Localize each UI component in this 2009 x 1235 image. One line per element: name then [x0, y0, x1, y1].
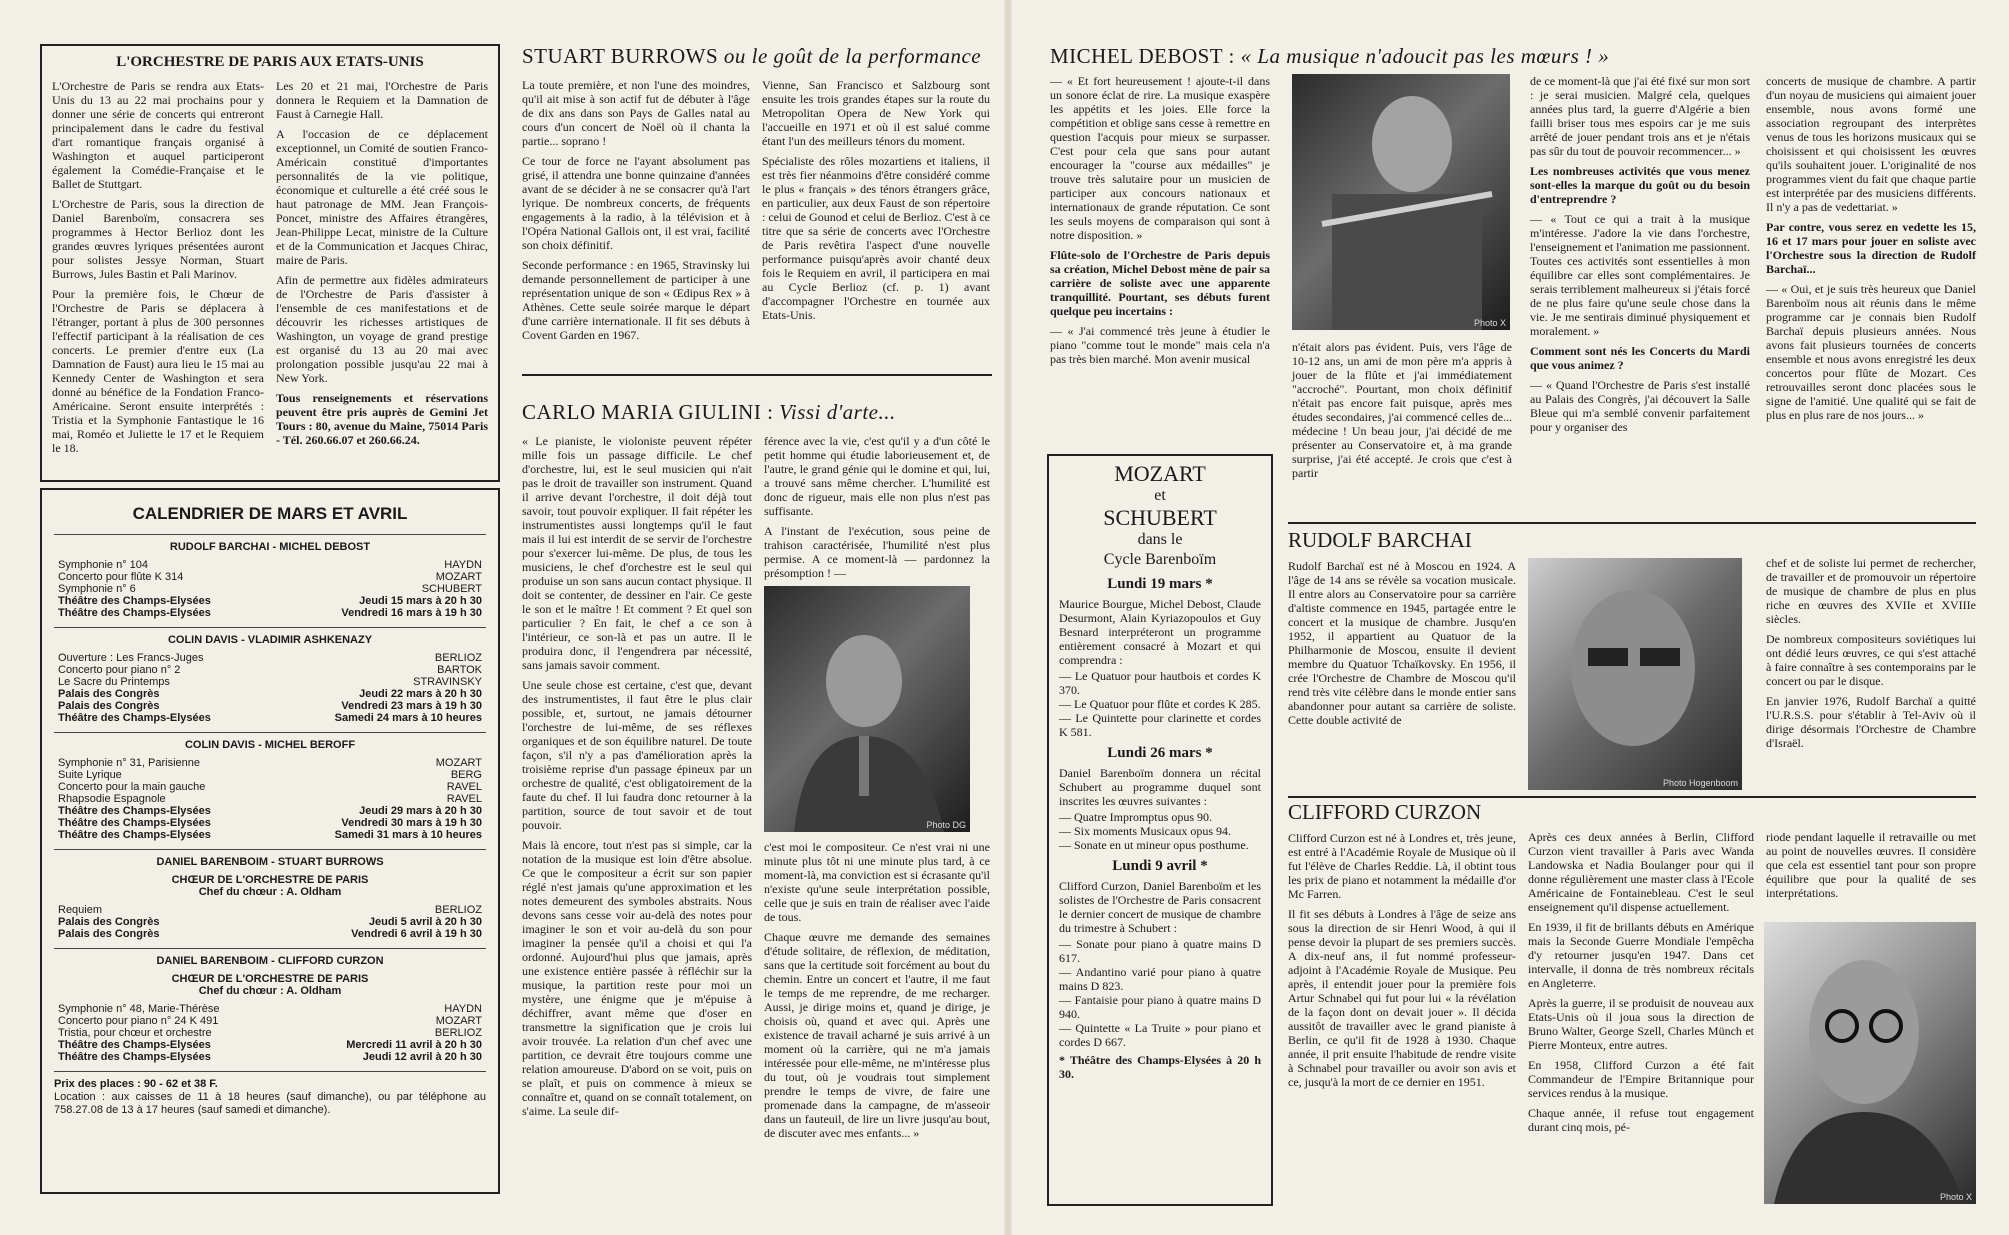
section-choir-chef: Chef du chœur : A. Oldham — [198, 985, 342, 997]
concert-date: Lundi 19 mars * — [1107, 576, 1213, 592]
concert-program: Maurice Bourgue, Michel Debost, Claude Desurmont, Alain Kyriazopoulos et Guy Besnard interpréteront un programme entièrement consacré à Mozart et qui comprendra : — [1059, 597, 1261, 667]
work-title: Requiem — [58, 904, 103, 916]
divider — [1288, 522, 1976, 524]
calendar-section — [54, 948, 486, 1071]
section-choir-chef: Chef du chœur : A. Oldham — [198, 886, 342, 898]
calendrier-box — [40, 488, 500, 1194]
giulini-photo — [764, 586, 970, 832]
debost-paragraph: de ce moment-là que j'ai été fixé sur mon sort : je serai musicien. Malgré cela, quelques années plus tard, la guerre d'Algérie a bien failli briser tous mes espoirs car je me suis arrêté de jouer pendant trois ans et je n'étais pas sûr du tout de pouvoir recommencer... » — [1530, 74, 1750, 158]
date-time: Jeudi 15 mars à 20 h 30 — [359, 595, 482, 607]
date-row — [58, 1051, 482, 1063]
giulini-paragraph: « Le pianiste, le violoniste peuvent répéter mille fois un passage difficile. Le chef d'orchestre, lui, est le seul musicien qui n'ait pas le droit de travailler son instrument. Quand il arrive devant l'orchestre, il doit déjà tout savoir, tout pouvoir expliquer. Il fait répéter les instrumentistes aussi longtemps qu'il le faut mais il lui est interdit de se servir de l'orchestre pour s'exercer lui-même. De plus, de tous les musiciens, le chef d'orchestre est le seul qui produise un son sans aucun contact physique. Il doit se contenter, de dessiner en l'air. Ce geste le son et le maître ! Et comment ? Et quel son particulier ? En fait, le chef a ce son à l'intérieur, ce son-là et pas un autre. Il le produira donc, il l'engendrera par nécessité, sans jamais savoir comment. — [522, 434, 752, 672]
barchai-title: RUDOLF BARCHAI — [1288, 528, 1472, 552]
composer: RAVEL — [446, 781, 482, 793]
concert-program: — Fantaisie pour piano à quatre mains D 940. — [1059, 993, 1261, 1021]
date-time: Jeudi 29 mars à 20 h 30 — [359, 805, 482, 817]
date-time: Samedi 24 mars à 10 heures — [334, 712, 482, 724]
concert-program: — Andantino varié pour piano à quatre mains D 823. — [1059, 965, 1261, 993]
work-title: Concerto pour flûte K 314 — [58, 571, 184, 583]
date-row — [58, 805, 482, 817]
giulini-title-rest: Vissi d'arte... — [779, 400, 896, 424]
work-title: Suite Lyrique — [58, 769, 122, 781]
composer: BERLIOZ — [434, 652, 482, 664]
venue: Théâtre des Champs-Elysées — [58, 712, 211, 724]
barchai-paragraph: De nombreux compositeurs soviétiques lui ont dédié leurs œuvres, ce qui s'est attaché à faire connaître à ses contemporains par le concert ou par le disque. — [1766, 632, 1976, 688]
composer: STRAVINSKY — [413, 676, 482, 688]
composer: BERLIOZ — [434, 1027, 482, 1039]
date-time: Jeudi 12 avril à 20 h 30 — [362, 1051, 482, 1063]
date-time: Jeudi 5 avril à 20 h 30 — [368, 916, 482, 928]
orchestre-reservations: Tous renseignements et réservations peuvent être pris auprès de Gemini Jet Tours : 80, avenue du Maine, 75014 Paris - Tél. 260.66.07 et 260.66.24. — [276, 391, 488, 447]
concert-program: — Le Quintette pour clarinette et cordes K 581. — [1059, 711, 1261, 739]
venue: Palais des Congrès — [58, 916, 160, 928]
work-row — [58, 769, 482, 781]
work-title: Symphonie n° 104 — [58, 559, 149, 571]
work-row — [58, 781, 482, 793]
curzon-paragraph: En 1939, il fit de brillants débuts en Amérique mais la Seconde Guerre Mondiale l'empêcha d'y retourner jusqu'en 1947. Dans cet intervalle, il donna de très nombreux récitals en Angleterre. — [1528, 920, 1754, 990]
debost-paragraph: n'était alors pas évident. Puis, vers l'âge de 10-12 ans, un ami de mon père m'a appris à jouer de la flûte et j'ai immédiatement "accroché". Pourtant, mon choix définitif n'était pas encore fait puisque, après mes études secondaires, j'ai commencé celles de... médecine ! Un beau jour, j'ai décidé de me présenter au Conservatoire et, à ma grande surprise, j'ai été accepté. Je crois que c'est à partir — [1292, 340, 1512, 480]
curzon-photo — [1764, 922, 1976, 1204]
giulini-paragraph: férence avec la vie, c'est qu'il y a d'un côté le petit homme qui étudie laborieusement et, de l'autre, le grand génie qui le domine et qui, lui, a trouvé sans même chercher. L'humilité est donc de rigueur, mais elle non plus n'est pas suffisante. — [764, 434, 990, 518]
photo-caption: Photo X — [1939, 1192, 1972, 1202]
photo-caption: Photo X — [1473, 318, 1506, 328]
work-row — [58, 676, 482, 688]
section-heading: COLIN DAVIS - MICHEL BEROFF — [184, 739, 356, 751]
concert-program: — Sonate en ut mineur opus posthume. — [1059, 838, 1249, 852]
box-title-schubert: SCHUBERT — [1103, 505, 1217, 530]
work-title: Rhapsodie Espagnole — [58, 793, 166, 805]
debost-question: Par contre, vous serez en vedette les 15, 16 et 17 mars pour jouer en soliste avec l'Orchestre sous la direction de Rudolf Barchaï... — [1766, 220, 1976, 276]
box-title-mozart: MOZART — [1114, 461, 1206, 486]
venue: Théâtre des Champs-Elysées — [58, 607, 211, 619]
barchai-photo — [1528, 558, 1742, 790]
orchestre-paragraph: A l'occasion de ce déplacement exceptionnel, un Comité de soutien Franco-Américain constitué d'importantes personnalités de la vie politique, économique et culturelle a été créé sous le haut patronage de MM. Jean François-Poncet, ministre des Affaires étrangères, Jean-Philippe Lecat, ministre de la Culture et de la Communication et Jacques Chirac, maire de Paris. — [276, 127, 488, 267]
curzon-col3 — [1766, 830, 1976, 920]
debost-question: Comment sont nés les Concerts du Mardi que vous animez ? — [1530, 344, 1750, 372]
date-row — [58, 688, 482, 700]
work-title: Symphonie n° 31, Parisienne — [58, 757, 200, 769]
box-title-cycle: Cycle Barenboïm — [1103, 551, 1217, 568]
date-row — [58, 1039, 482, 1051]
work-title: Symphonie n° 48, Marie-Thérèse — [58, 1003, 220, 1015]
calendar-section — [54, 534, 486, 627]
giulini-title-name: CARLO MARIA GIULINI : — [522, 400, 774, 424]
curzon-paragraph: Il fit ses débuts à Londres à l'âge de seize ans sous la direction de sir Henri Wood, à qui il pense devoir la plupart de ses premiers succès. A dix-neuf ans, il fut nommé professeur-adjoint à l'Académie Royale de Musique. Peu après, il entendit jouer pour la première fois Artur Schnabel qui fut pour lui « la révélation de la façon dont on devait jouer ». Il décida aussitôt de travailler avec le grand pianiste à Berlin, ce qu'il fit de 1928 à 1930. Chaque année, il prit ensuite l'habitude de rendre visite à Schnabel pour travailler ou avoir son avis et ce, jusqu'à la mort de ce dernier en 1951. — [1288, 907, 1516, 1089]
debost-title-rest: « La musique n'adoucit pas les mœurs ! » — [1240, 44, 1610, 68]
section-heading: DANIEL BARENBOIM - STUART BURROWS — [156, 856, 384, 868]
work-row — [58, 559, 482, 571]
calendrier-sections — [54, 534, 486, 1071]
orchestre-paragraph: Les 20 et 21 mai, l'Orchestre de Paris donnera le Requiem et la Damnation de Faust à Carnegie Hall. — [276, 79, 488, 121]
curzon-paragraph: Chaque année, il refuse tout engagement durant cinq mois, pé- — [1528, 1106, 1754, 1134]
burrows-paragraph: Ce tour de force ne l'ayant absolument pas grisé, il attendra une bonne quinzaine d'années avant de se décider à ne se consacrer qu'à l'art lyrique. De nombreux concerts, de fréquents engagements à la radio, à la télévision et à l'Opéra National Gallois ont, il est vrai, facilité son choix définitif. — [522, 154, 750, 252]
composer: MOZART — [435, 571, 482, 583]
curzon-title: CLIFFORD CURZON — [1288, 800, 1482, 824]
date-row — [58, 712, 482, 724]
work-row — [58, 1027, 482, 1039]
venue: Théâtre des Champs-Elysées — [58, 829, 211, 841]
work-row — [58, 904, 482, 916]
work-row — [58, 1003, 482, 1015]
photo-caption: Photo DG — [926, 820, 966, 830]
calendar-section — [54, 732, 486, 849]
curzon-paragraph: Clifford Curzon est né à Londres et, très jeune, est entré à l'Académie Royale de Musique où il fut l'élève de Charles Reddie. Là, il obtint tous les prix de piano et notamment la médaille d'or Mc Farren. — [1288, 831, 1516, 901]
portrait-image — [764, 586, 970, 832]
composer: HAYDN — [444, 559, 482, 571]
section-heading: RUDOLF BARCHAI - MICHEL DEBOST — [169, 541, 371, 553]
venue: Palais des Congrès — [58, 700, 160, 712]
work-title: Le Sacre du Printemps — [58, 676, 170, 688]
debost-paragraph: — « J'ai commencé très jeune à étudier le piano "comme tout le monde" mais cela n'a pas très bien marché. Mon avenir musical — [1050, 324, 1270, 366]
debost-paragraph: — « Tout ce qui a trait à la musique m'intéresse. J'adore la vie dans l'orchestre, l'enseignement et l'animation me passionnent. Toutes ces activités sont essentielles à mon équilibre car elles sont complémentaires. Je serais terriblement malheureux si j'étais forcé de ne plus faire qu'une seule chose dans la vie. Je me sentirais diminué physiquement et moralement. » — [1530, 212, 1750, 338]
debost-col3 — [1530, 74, 1750, 522]
barchai-col2 — [1766, 556, 1976, 792]
orchestre-paragraph: Pour la première fois, le Chœur de l'Orchestre de Paris se déplacera à l'étranger, portant à plus de 300 personnes l'effectif participant à la réalisation de ces concerts. Le premier d'entre eux (La Damnation de Faust) aura lieu le 15 mai au Kennedy Center de Washington et sera donné au bénéfice de la Fondation Franco-Américaine. Seront ensuite interprétés : Tristia et la Symphonie Fantastique le 16 mai, Roméo et Juliette le 17 et le Requiem le 18. — [52, 287, 264, 455]
work-row — [58, 757, 482, 769]
date-row — [58, 829, 482, 841]
debost-photo — [1292, 74, 1510, 330]
calendar-section — [54, 627, 486, 732]
composer: MOZART — [435, 757, 482, 769]
composer: BERLIOZ — [434, 904, 482, 916]
calendrier-title: CALENDRIER DE MARS ET AVRIL — [132, 504, 408, 523]
venue: Théâtre des Champs-Elysées — [58, 595, 211, 607]
debost-title-name: MICHEL DEBOST : — [1050, 44, 1235, 68]
curzon-paragraph: Après ces deux années à Berlin, Clifford Curzon vient travailler à Paris avec Wanda Landowska et Nadia Boulanger pour qui il donne régulièrement une master class à l'Ecole Américaine de Fontainebleau. C'est le seul enseignement qu'il dispense actuellement. — [1528, 830, 1754, 914]
work-row — [58, 793, 482, 805]
concert-program: — Le Quatuor pour flûte et cordes K 285. — [1059, 697, 1261, 711]
concert-program: — Sonate pour piano à quatre mains D 617. — [1059, 937, 1261, 965]
divider — [1288, 796, 1976, 798]
date-time: Mercredi 11 avril à 20 h 30 — [346, 1039, 482, 1051]
debost-col1 — [1050, 74, 1270, 446]
concert-program: — Six moments Musicaux opus 94. — [1059, 824, 1232, 838]
work-row — [58, 583, 482, 595]
giulini-paragraph: A l'instant de l'exécution, sous peine de trahison caractérisée, l'humilité n'est plus permise. A ce moment-là — pardonnez la présomption ! — — [764, 524, 990, 580]
debost-paragraph: concerts de musique de chambre. A partir d'un noyau de musiciens qui aimaient jouer ensemble, nous avons formé une association regroupant des interprètes venus de tous les horizons musicaux qui se choisissent et qui choisissent les œuvres qu'ils souhaitent jouer. L'originalité de nos programmes vient du fait que chaque partie est interprétée par des musiciens différents. Il n'y a pas de vedettariat. » — [1766, 74, 1976, 214]
mozart-schubert-box — [1047, 454, 1273, 1206]
work-title: Concerto pour la main gauche — [58, 781, 206, 793]
debost-title — [1050, 42, 1770, 74]
venue: Théâtre des Champs-Elysées — [58, 805, 211, 817]
date-row — [58, 817, 482, 829]
composer: RAVEL — [446, 793, 482, 805]
burrows-title-name: STUART BURROWS — [522, 44, 719, 68]
box-title-dans: dans le — [1137, 531, 1183, 548]
section-subheading: CHŒUR DE L'ORCHESTRE DE PARIS — [171, 874, 369, 886]
work-row — [58, 664, 482, 676]
work-row — [58, 652, 482, 664]
section-heading: COLIN DAVIS - VLADIMIR ASHKENAZY — [167, 634, 373, 646]
work-title: Concerto pour piano n° 24 K 491 — [58, 1015, 219, 1027]
burrows-paragraph: Vienne, San Francisco et Salzbourg sont ensuite les trois grandes étapes sur la route du Metropolitan Opera de New York qui l'accueille en 1971 et où il est salué comme étant l'un des meilleurs ténors du moment. — [762, 78, 990, 148]
debost-paragraph: — « Oui, et je suis très heureux que Daniel Barenboïm nous ait réunis dans le même programme car je connais bien Rudolf Barchaï depuis plusieurs années. Nous avons fait plusieurs tournées de concerts ensemble et nous avons enregistré les deux concertos pour flûte de Mozart. Ces retrouvailles seront donc placées sous le signe de l'amitié. Une qualité qui se fait de plus en plus rare de nos jours... » — [1766, 282, 1976, 422]
work-row — [58, 571, 482, 583]
date-time: Vendredi 23 mars à 19 h 30 — [341, 700, 482, 712]
burrows-paragraph: Seconde performance : en 1965, Stravinsky lui demande personnellement de participer à une représentation unique de son « Œdipus Rex » à Athènes. Cette seule soirée marque le départ d'une carrière internationale. Il fit ses débuts à Covent Garden en 1967. — [522, 258, 750, 342]
giulini-paragraph: Une seule chose est certaine, c'est que, devant des instrumentistes, il faut être le plus clair possible, et, surtout, ne jamais détourner l'orchestre de lui-même, de ses réflexes organiques et de son équilibre naturel. De toute façon, s'il n'y a pas d'amélioration après la troisième reprise d'un passage épineux par un orchestre de qualité, c'est obligatoirement de la faute du chef. Il lui faudra donc retourner à la partition, source de tout savoir et de tout pouvoir. — [522, 678, 752, 832]
date-row — [58, 928, 482, 940]
date-time: Vendredi 16 mars à 19 h 30 — [341, 607, 482, 619]
date-row — [58, 607, 482, 619]
debost-question: Flûte-solo de l'Orchestre de Paris depuis sa création, Michel Debost mène de pair sa carrière de soliste avec une apparente tranquillité. Pourtant, ses débuts furent quelque peu incertains : — [1050, 248, 1270, 318]
debost-paragraph: — « Et fort heureusement ! ajoute-t-il dans un sonore éclat de rire. La musique exaspère les appétits et les joies. Elle force la compétition et oblige sans cesse à remettre en question l'acquis pour mieux se surpasser. C'est pour cela que sans pour autant encourager la "course aux médailles" je trouve très salutaire pour un musicien de participer aux concours nationaux et internationaux de grande réputation. Ce sont les seuls moyens de comparaison qui sont à notre disposition. » — [1050, 74, 1270, 242]
giulini-title — [522, 398, 992, 426]
curzon-col2 — [1528, 830, 1754, 1210]
venue: Théâtre des Champs-Elysées — [58, 1039, 211, 1051]
portrait-image — [1528, 558, 1742, 790]
calendar-section — [54, 849, 486, 948]
date-time: Vendredi 30 mars à 19 h 30 — [341, 817, 482, 829]
debost-col2 — [1292, 340, 1512, 480]
debost-col4 — [1766, 74, 1976, 522]
concert-date: Lundi 26 mars * — [1107, 745, 1213, 761]
giulini-paragraph: c'est moi le compositeur. Ce n'est vrai ni une minute plus tôt ni une minute plus tard, à ce moment-là, ma conviction est si écrasante qu'il n'existe qu'une seule interprétation possible, celle que je suis en train de réaliser avec l'aide de tous. — [764, 840, 990, 924]
concert-program: Clifford Curzon, Daniel Barenboïm et les solistes de l'Orchestre de Paris consacrent le dernier concert de musique de chambre du trimestre à Schubert : — [1059, 879, 1261, 935]
work-title: Tristia, pour chœur et orchestre — [58, 1027, 212, 1039]
orchestre-paragraph: L'Orchestre de Paris se rendra aux Etats-Unis du 13 au 22 mai prochains pour y donner une série de concerts qui entreront principalement dans le cadre du festival d'art romantique français organisé à Washington et auquel participeront également la Comédie-Française et le Ballet de Stuttgart. — [52, 79, 264, 191]
concert-program: — Quatre Impromptus opus 90. — [1059, 810, 1212, 824]
orchestre-paragraph: L'Orchestre de Paris, sous la direction de Daniel Barenboïm, consacrera ses programmes à Hector Berlioz dont les grandes œuvres lyriques présentées auront pour solistes Jessye Norman, Stuart Burrows, Jules Bastin et Pali Marinov. — [52, 197, 264, 281]
composer: BERG — [450, 769, 482, 781]
date-time: Jeudi 22 mars à 20 h 30 — [359, 688, 482, 700]
date-row — [58, 916, 482, 928]
venue: Palais des Congrès — [58, 688, 160, 700]
concert-program: — Quintette « La Truite » pour piano et cordes D 667. — [1059, 1021, 1261, 1049]
burrows-paragraph: Spécialiste des rôles mozartiens et italiens, il est très fier néanmoins d'être considéré comme le plus « français » des ténors étrangers grâce, en particulier, aux deux Faust de son répertoire : celui de Gounod et celui de Berlioz. C'est à ce titre que sa série de concerts avec l'Orchestre de Paris revêtira l'aspect d'une nouvelle performance puisqu'après avoir chanté deux fois le Requiem en avril, il participera en mai au Cycle Berlioz (cf. p. 1) avant d'accompagner l'Orchestre en tournée aux Etats-Unis. — [762, 154, 990, 322]
curzon-paragraph: Après la guerre, il se produisit de nouveau aux Etats-Unis où il joua sous la direction de Bruno Walter, George Szell, Charles Münch et Pierre Monteux, entre autres. — [1528, 996, 1754, 1052]
date-time: Samedi 31 mars à 10 heures — [334, 829, 482, 841]
venue: Palais des Congrès — [58, 928, 160, 940]
barchai-article — [1288, 528, 1516, 794]
venue: Théâtre des Champs-Elysées — [58, 1051, 211, 1063]
giulini-paragraph: Chaque œuvre me demande des semaines d'étude solitaire, de réflexion, de méditation, sans que la certitude soit forcément au bout du chemin. Entre un concert et l'autre, il me faut le temps de me reprendre, de me recharger. Aussi, je dirige moins et, quand je dirige, je choisis où, quand et avec qui. Après une existence de travail acharné je suis arrivé à un moment où la carrière, qui ne m'a jamais intéressée pour elle-même, ne m'intéresse plus du tout, où je voudrais tout simplement prendre le temps de vivre, de faire une promenade dans la campagne, de m'asseoir dans un fauteuil, de lire un livre jusqu'au bout, de discuter avec mes enfants... » — [764, 930, 990, 1140]
orchestre-paragraph: Afin de permettre aux fidèles admirateurs de l'Orchestre de Paris d'assister à l'ensemble de ces manifestations et de découvrir les richesses artistiques de Washington, un voyage de grand prestige est organisé du 13 au 20 mai avec prolongation possible jusqu'au 22 mai à New York. — [276, 273, 488, 385]
concert-program: — Le Quatuor pour hautbois et cordes K 370. — [1059, 669, 1261, 697]
curzon-article — [1288, 800, 1516, 1210]
work-title: Ouverture : Les Francs-Juges — [58, 652, 204, 664]
burrows-title-rest: ou le goût de la performance — [723, 44, 982, 68]
venue: Théâtre des Champs-Elysées — [58, 817, 211, 829]
work-title: Concerto pour piano n° 2 — [58, 664, 181, 676]
giulini-article — [522, 398, 992, 1208]
date-row — [58, 700, 482, 712]
barchai-paragraph: En janvier 1976, Rudolf Barchaï a quitté l'U.R.S.S. pour s'établir à Tel-Aviv où il dirige désormais l'Orchestre de Chambre d'Israël. — [1766, 694, 1976, 750]
divider — [522, 374, 992, 376]
page-fold — [1004, 0, 1012, 1235]
location-info: Location : aux caisses de 11 à 18 heures (sauf dimanche), ou par téléphone au 758.27.08 de 13 à 17 heures (sauf samedi et dimanche). — [54, 1091, 486, 1116]
portrait-image — [1764, 922, 1976, 1204]
composer: HAYDN — [444, 1003, 482, 1015]
burrows-article — [522, 42, 992, 362]
orchestre-box — [40, 44, 500, 482]
box-title-et: et — [1154, 487, 1166, 504]
burrows-title — [522, 42, 992, 70]
composer: SCHUBERT — [421, 583, 482, 595]
prix-places: Prix des places : 90 - 62 et 38 F. — [54, 1078, 218, 1090]
curzon-paragraph: riode pendant laquelle il retravaille ou met au point de nouvelles œuvres. Il considère que cela est essentiel tant pour son propre équilibre que pour la qualité de ses interprétations. — [1766, 830, 1976, 900]
concert-program: Daniel Barenboïm donnera un récital Schubert au programme duquel sont inscrites les œuvres suivantes : — [1059, 766, 1261, 808]
composer: BARTOK — [437, 664, 482, 676]
barchai-paragraph: chef et de soliste lui permet de rechercher, de travailler et de promouvoir un répertoire de musique de chambre de plus en plus riche en œuvres des XVIIe et XVIIIe siècles. — [1766, 556, 1976, 626]
photo-caption: Photo Hogenboom — [1662, 778, 1738, 788]
giulini-paragraph: Mais là encore, tout n'est pas si simple, car la notation de la musique est loin d'être absolue. Ce que le compositeur a écrit sur son papier réglé n'est jamais qu'une approximation et les notes demeurent des symboles abstraits. Nous devons sans cesse voir au-delà des notes pour imaginer le son et voir au-delà du son pour imaginer la pensée qu'il a choisi et qui l'a ordonné. Aujourd'hui plus que jamais, après une existence entière passée à réfléchir sur la musique, la partition reste pour moi un mystère, une énigme que je m'épuise à déchiffrer, avant même que d'oser en transmettre la signification que je crois lui avoir trouvée. La relation d'un chef avec une partition, ce devrait être toujours comme une relation amoureuse. D'abord on se voit, puis on se plaît, et puis on commence à mieux se connaître et, quand on se connaît totalement, on s'aime. La seule dif- — [522, 838, 752, 1118]
work-row — [58, 1015, 482, 1027]
date-time: Vendredi 6 avril à 19 h 30 — [351, 928, 482, 940]
barchai-paragraph: Rudolf Barchaï est né à Moscou en 1924. A l'âge de 14 ans se révèle sa vocation musicale. Il entre alors au Conservatoire pour sa carrière d'altiste commence en 1945, partagée entre le concert et la musique de chambre. Jusqu'en 1952, il appartient au Quatuor de la Philharmonie de Moscou, ensuite il devient membre du Quatuor Tchaïkovsky. En 1956, il crée l'Orchestre de Chambre de Moscou qu'il rend très vite célèbre dans le monde entier sans abandonner pour autant sa carrière de soliste. Cette double activité de — [1288, 559, 1516, 727]
burrows-paragraph: La toute première, et non l'une des moindres, qu'il ait mise à son actif fut de débuter à l'âge de dix ans dans son Pays de Galles natal au cours d'un concert de Noël où il chanta la partie... soprano ! — [522, 78, 750, 148]
composer: MOZART — [435, 1015, 482, 1027]
orchestre-title: L'ORCHESTRE DE PARIS AUX ETATS-UNIS — [116, 54, 424, 70]
section-heading: DANIEL BARENBOIM - CLIFFORD CURZON — [156, 955, 384, 967]
section-subheading: CHŒUR DE L'ORCHESTRE DE PARIS — [171, 973, 369, 985]
date-row — [58, 595, 482, 607]
work-title: Symphonie n° 6 — [58, 583, 136, 595]
concert-venue: * Théâtre des Champs-Elysées à 20 h 30. — [1059, 1053, 1261, 1081]
debost-question: Les nombreuses activités que vous menez sont-elles la marque du goût ou du besoin d'entreprendre ? — [1530, 164, 1750, 206]
curzon-paragraph: En 1958, Clifford Curzon a été fait Commandeur de l'Empire Britannique pour services rendus à la musique. — [1528, 1058, 1754, 1100]
debost-paragraph: — « Quand l'Orchestre de Paris s'est installé au Palais des Congrès, j'ai découvert la Salle Bleue qui m'a semblé convenir parfaitement pour y organiser des — [1530, 378, 1750, 434]
concert-date: Lundi 9 avril * — [1112, 858, 1208, 874]
portrait-image — [1292, 74, 1510, 330]
